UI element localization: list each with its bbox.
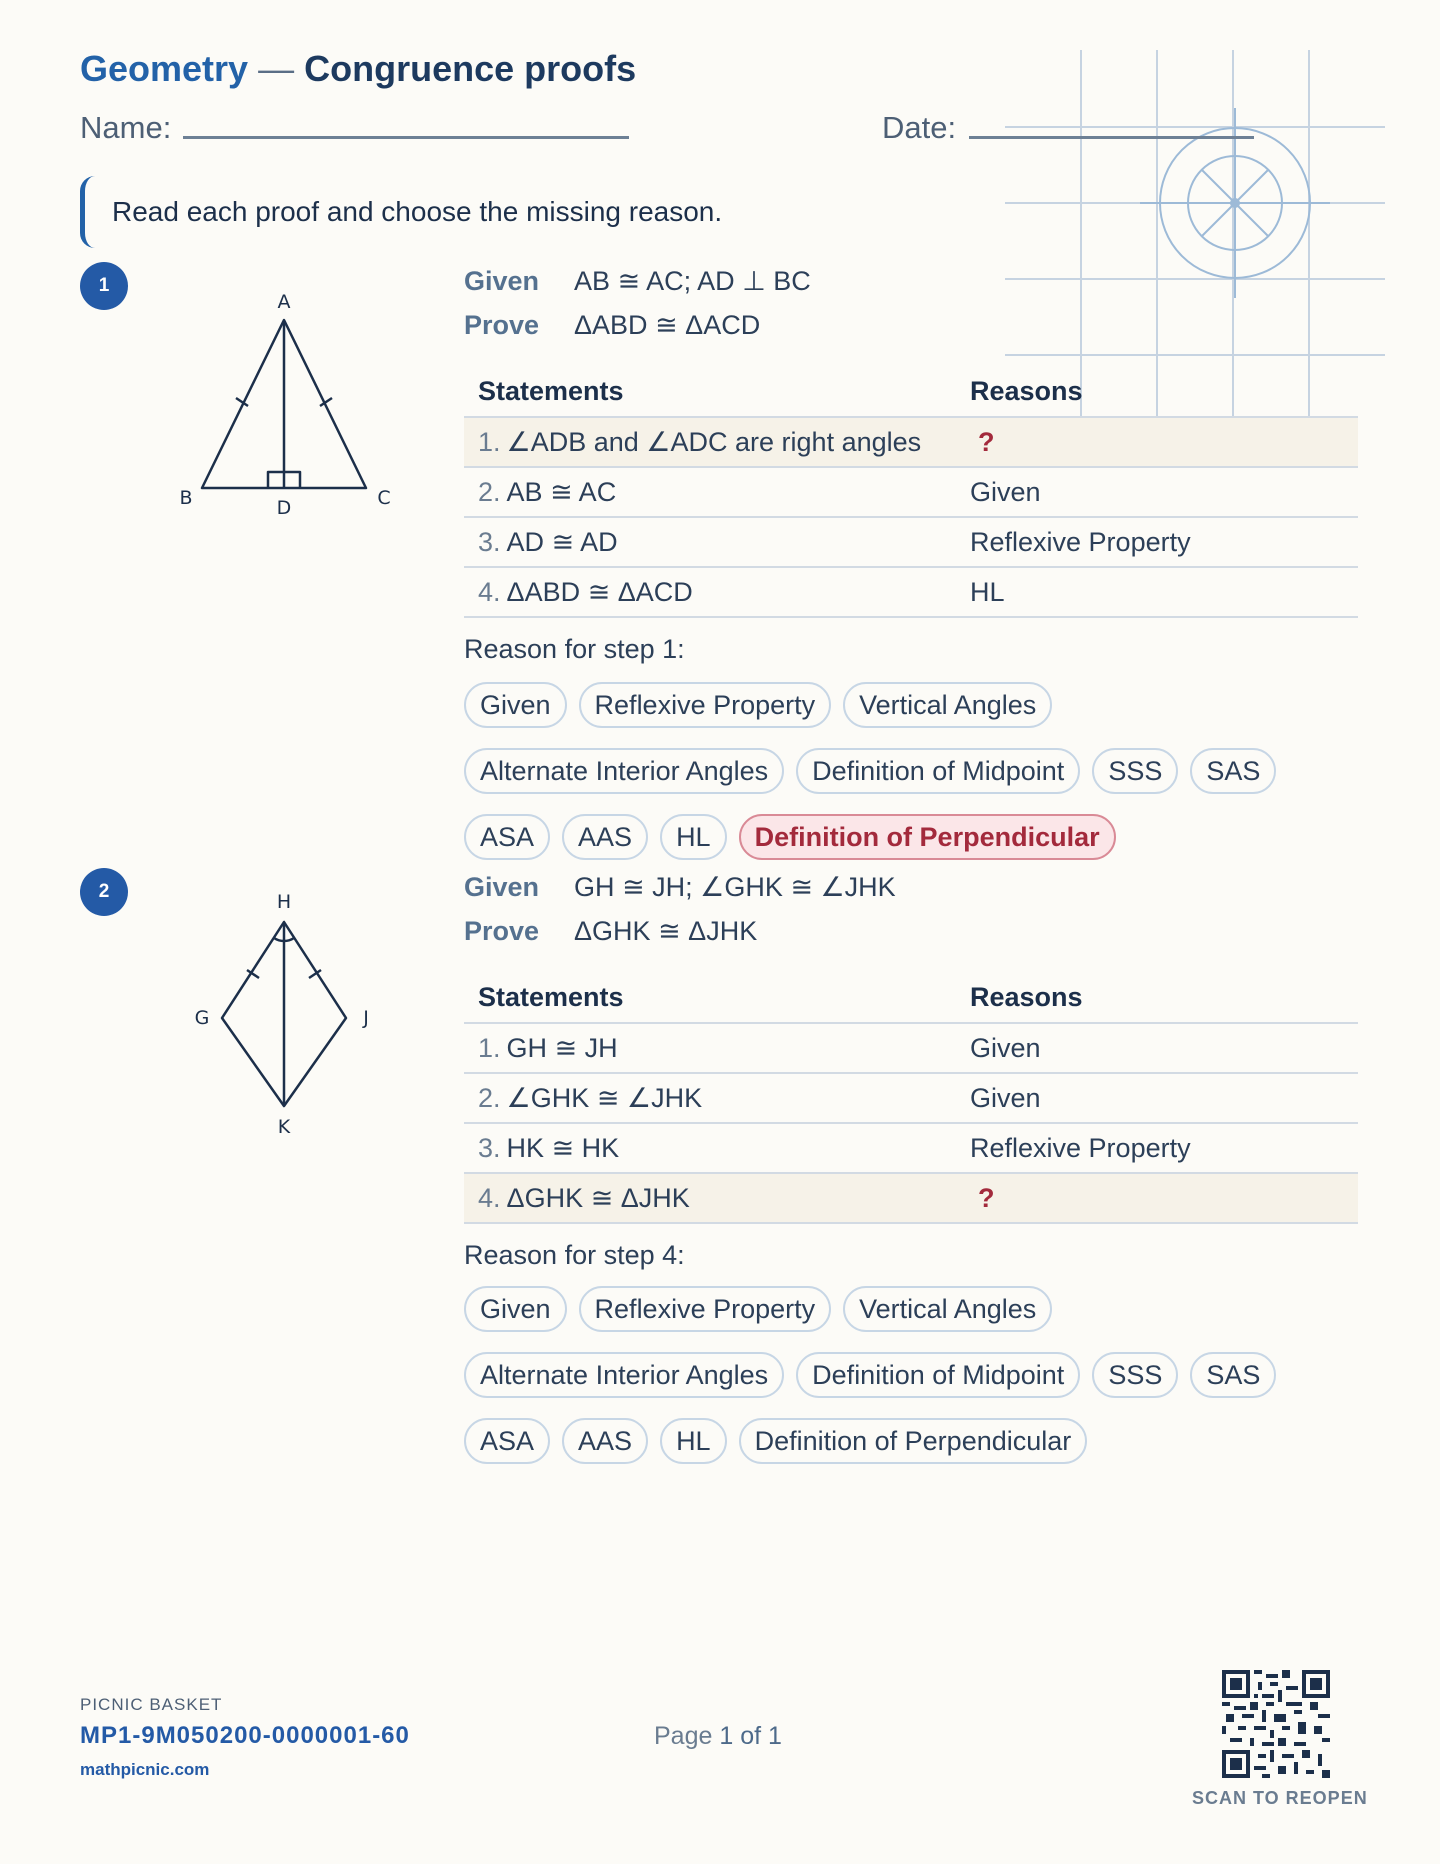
given-text: AB ≅ AC; AD ⊥ BC xyxy=(574,266,811,296)
prove-label: Prove xyxy=(464,916,540,946)
reason-text: Reflexive Property xyxy=(956,1123,1358,1173)
step-number: 2. xyxy=(478,1082,501,1113)
topic-title: Congruence proofs xyxy=(304,48,637,89)
kite-figure xyxy=(180,888,390,1140)
given-line xyxy=(464,872,896,903)
date-label: Date: xyxy=(882,110,957,145)
isosceles-triangle-figure xyxy=(170,282,410,522)
name-label: Name: xyxy=(80,110,172,145)
reasons-header: Reasons xyxy=(956,972,1358,1023)
worksheet-code: MP1-9M050200-0000001-60 xyxy=(80,1722,410,1749)
step-number: 1. xyxy=(478,426,501,457)
choice-vertical-angles[interactable]: Vertical Angles xyxy=(843,1286,1052,1332)
choice-alternate-interior-angles[interactable]: Alternate Interior Angles xyxy=(464,1352,784,1398)
reason-prompt: Reason for step 4: xyxy=(464,1240,685,1270)
proof-row xyxy=(464,1023,1358,1073)
proof-table xyxy=(464,366,1358,618)
qr-code[interactable] xyxy=(1222,1670,1330,1778)
footer-brand: PICNIC BASKET xyxy=(80,1695,223,1714)
given-label: Given xyxy=(464,266,540,296)
instruction-text: Read each proof and choose the missing reason. xyxy=(112,196,723,227)
statements-header: Statements xyxy=(464,366,956,417)
choice-aas[interactable]: AAS xyxy=(562,814,648,860)
step-number: 3. xyxy=(478,526,501,557)
given-text: GH ≅ JH; ∠GHK ≅ ∠JHK xyxy=(574,872,896,902)
choice-definition-of-midpoint[interactable]: Definition of Midpoint xyxy=(796,1352,1080,1398)
name-field[interactable] xyxy=(183,136,629,139)
proof-table xyxy=(464,972,1358,1224)
page-title xyxy=(80,48,636,90)
choice-vertical-angles[interactable]: Vertical Angles xyxy=(843,682,1052,728)
statement-text: ΔGHK ≅ ΔJHK xyxy=(506,1182,690,1213)
choice-given[interactable]: Given xyxy=(464,1286,567,1332)
vertex-label-k: K xyxy=(277,1116,291,1138)
footer-link[interactable]: mathpicnic.com xyxy=(80,1760,210,1779)
instruction-callout xyxy=(80,176,722,248)
step-number: 1. xyxy=(478,1032,501,1063)
vertex-label-j: J xyxy=(363,1007,369,1029)
statement-text: ∠ADB and ∠ADC are right angles xyxy=(506,426,922,457)
prove-label: Prove xyxy=(464,310,540,340)
page-of: of xyxy=(740,1722,762,1750)
choice-hl[interactable]: HL xyxy=(660,1418,727,1464)
choice-asa[interactable]: ASA xyxy=(464,1418,550,1464)
vertex-label-h: H xyxy=(276,891,292,913)
missing-reason-marker: ? xyxy=(978,1182,995,1213)
statement-text: AB ≅ AC xyxy=(506,476,617,507)
choice-sss[interactable]: SSS xyxy=(1092,1352,1178,1398)
prove-line xyxy=(464,310,760,341)
page-indicator xyxy=(654,1722,782,1751)
reason-text: Given xyxy=(956,1023,1358,1073)
proof-row-missing xyxy=(464,1173,1358,1223)
step-number: 4. xyxy=(478,1182,501,1213)
statements-header: Statements xyxy=(464,972,956,1023)
given-line xyxy=(464,266,811,297)
callout-accent-bar xyxy=(80,176,95,248)
vertex-label-c: C xyxy=(377,487,391,509)
choice-alternate-interior-angles[interactable]: Alternate Interior Angles xyxy=(464,748,784,794)
reason-prompt: Reason for step 1: xyxy=(464,634,685,664)
reason-text: Given xyxy=(956,1073,1358,1123)
choice-asa[interactable]: ASA xyxy=(464,814,550,860)
title-separator: — xyxy=(258,48,295,89)
reason-choices xyxy=(464,1286,1344,1464)
scan-caption: SCAN TO REOPEN xyxy=(1192,1788,1368,1808)
prove-text: ΔABD ≅ ΔACD xyxy=(574,310,761,340)
choice-sas[interactable]: SAS xyxy=(1190,1352,1276,1398)
choice-reflexive-property[interactable]: Reflexive Property xyxy=(579,682,832,728)
choice-hl[interactable]: HL xyxy=(660,814,727,860)
vertex-label-g: G xyxy=(194,1007,210,1029)
prove-line xyxy=(464,916,757,947)
proof-row xyxy=(464,567,1358,617)
statement-text: ΔABD ≅ ΔACD xyxy=(506,576,693,607)
statement-text: AD ≅ AD xyxy=(506,526,618,557)
vertex-label-d: D xyxy=(276,497,292,519)
step-number: 3. xyxy=(478,1132,501,1163)
problem-number-badge: 1 xyxy=(80,262,128,310)
choice-sas[interactable]: SAS xyxy=(1190,748,1276,794)
reason-choices xyxy=(464,682,1344,860)
proof-row xyxy=(464,1073,1358,1123)
choice-sss[interactable]: SSS xyxy=(1092,748,1178,794)
statement-text: GH ≅ JH xyxy=(506,1032,618,1063)
statement-text: HK ≅ HK xyxy=(506,1132,620,1163)
proof-row xyxy=(464,1123,1358,1173)
proof-row xyxy=(464,467,1358,517)
step-number: 4. xyxy=(478,576,501,607)
proof-row-missing xyxy=(464,417,1358,467)
step-number: 2. xyxy=(478,476,501,507)
given-label: Given xyxy=(464,872,540,902)
choice-aas[interactable]: AAS xyxy=(562,1418,648,1464)
choice-given[interactable]: Given xyxy=(464,682,567,728)
choice-reflexive-property[interactable]: Reflexive Property xyxy=(579,1286,832,1332)
reason-text: Reflexive Property xyxy=(956,517,1358,567)
subject-title: Geometry xyxy=(80,48,249,89)
page-prefix: Page xyxy=(654,1722,713,1750)
prove-text: ΔGHK ≅ ΔJHK xyxy=(574,916,758,946)
choice-definition-of-midpoint[interactable]: Definition of Midpoint xyxy=(796,748,1080,794)
reason-text: HL xyxy=(956,567,1358,617)
choice-definition-of-perpendicular[interactable]: Definition of Perpendicular xyxy=(739,1418,1088,1464)
date-field[interactable] xyxy=(969,136,1254,139)
reasons-header: Reasons xyxy=(956,366,1358,417)
target-watermark xyxy=(1005,50,1385,420)
vertex-label-b: B xyxy=(179,487,193,509)
reason-text: Given xyxy=(956,467,1358,517)
proof-row xyxy=(464,517,1358,567)
vertex-label-a: A xyxy=(277,291,291,313)
problem-number-badge: 2 xyxy=(80,868,128,916)
statement-text: ∠GHK ≅ ∠JHK xyxy=(506,1082,703,1113)
page-total: 1 xyxy=(768,1722,782,1750)
page-current: 1 xyxy=(719,1722,734,1750)
missing-reason-marker: ? xyxy=(978,426,995,457)
choice-definition-of-perpendicular-selected[interactable]: Definition of Perpendicular xyxy=(739,814,1116,860)
